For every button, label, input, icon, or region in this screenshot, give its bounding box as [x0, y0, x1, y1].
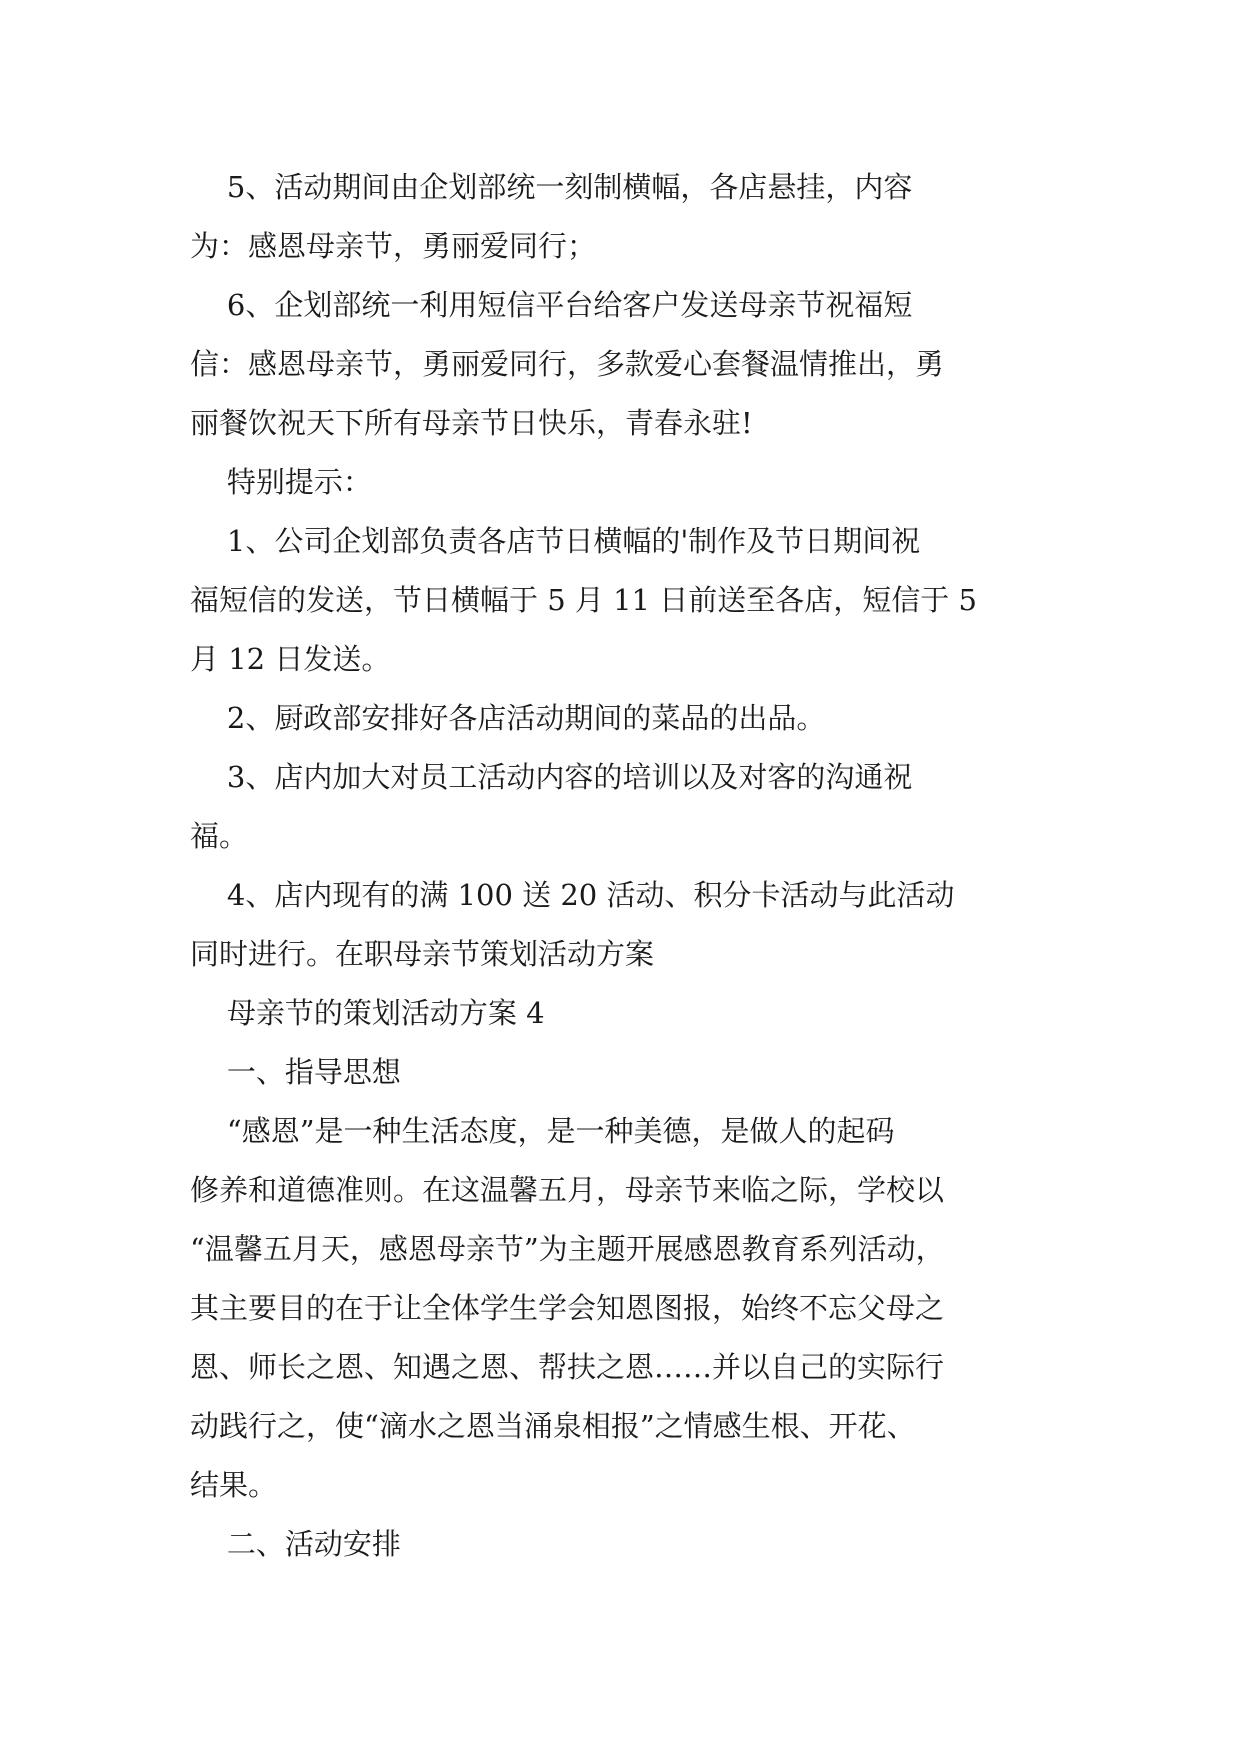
- text-line: 丽餐饮祝天下所有母亲节日快乐，青春永驻!: [190, 406, 753, 440]
- text-line: 6、企划部统一利用短信平台给客户发送母亲节祝福短: [190, 288, 913, 322]
- text-line: 修养和道德准则。在这温馨五月，母亲节来临之际，学校以: [190, 1173, 945, 1207]
- text-line: 同时进行。在职母亲节策划活动方案: [190, 937, 655, 971]
- text-line: 结果。: [190, 1468, 278, 1502]
- text-line: “温馨五月天，感恩母亲节”为主题开展感恩教育系列活动，: [190, 1232, 945, 1266]
- text-line: 福。: [190, 819, 249, 853]
- text-line: 3、店内加大对员工活动内容的培训以及对客的沟通祝: [190, 760, 913, 794]
- text-line: 2、厨政部安排好各店活动期间的菜品的出品。: [190, 701, 826, 735]
- text-line: 月 12 日发送。: [190, 642, 391, 676]
- document-body: [190, 158, 1070, 1574]
- text-line: 福短信的发送，节日横幅于 5 月 11 日前送至各店，短信于 5: [190, 583, 977, 617]
- section-heading: 一、指导思想: [190, 1055, 401, 1089]
- text-line: 信：感恩母亲节，勇丽爱同行，多款爱心套餐温情推出，勇: [190, 347, 945, 381]
- text-line: 为：感恩母亲节，勇丽爱同行；: [190, 229, 597, 263]
- text-line: 其主要目的在于让全体学生学会知恩图报，始终不忘父母之: [190, 1291, 945, 1325]
- text-line: 动践行之，使“滴水之恩当涌泉相报”之情感生根、开花、: [190, 1409, 916, 1443]
- special-notice-heading: 特别提示：: [190, 465, 372, 499]
- text-line: 恩、师长之恩、知遇之恩、帮扶之恩……并以自己的实际行: [190, 1350, 945, 1384]
- section-title: 母亲节的策划活动方案 4: [190, 996, 545, 1030]
- text-line: 5、活动期间由企划部统一刻制横幅，各店悬挂，内容: [190, 170, 913, 204]
- text-line: “感恩”是一种生活态度，是一种美德，是做人的起码: [190, 1114, 895, 1148]
- text-line: 4、店内现有的满 100 送 20 活动、积分卡活动与此活动: [190, 878, 955, 912]
- text-line: 1、公司企划部负责各店节日横幅的'制作及节日期间祝: [190, 524, 921, 558]
- section-heading: 二、活动安排: [190, 1527, 401, 1561]
